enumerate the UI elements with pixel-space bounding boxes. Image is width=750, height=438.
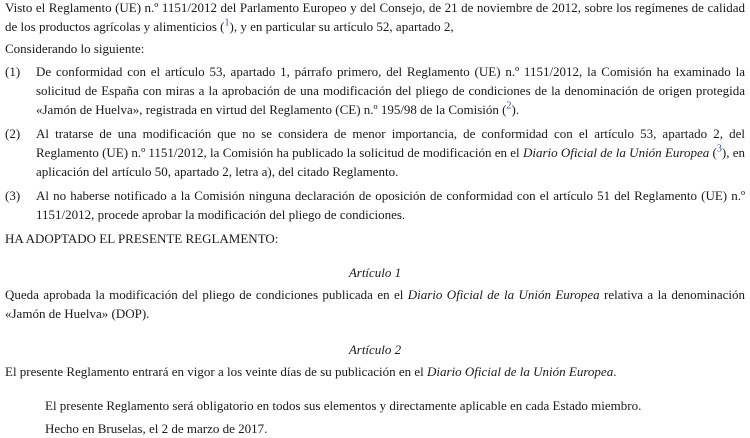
signed-place-date: Hecho en Bruselas, el 2 de marzo de 2017. [45,421,268,436]
article-1-text-start: Queda aprobada la modificación del pliego de condiciones publicada en el [5,287,408,302]
article-1-text [5,285,745,323]
recital-text [36,62,745,119]
visto-text: Visto el Reglamento (UE) n.º 1151/2012 del Parlamento Europeo y del Consejo, de 21 de noviembre de 2012, sobre los regímenes de calidad de los productos agrícolas y alimenticios ( [5,0,745,34]
recital-number: (1) [5,64,21,79]
obligatory-statement: El presente Reglamento será obligatorio en todos sus elementos y directamente aplicable en cada Estado miembro. [45,398,642,413]
considerando-heading: Considerando lo siguiente: [5,41,145,56]
recital-text [36,124,745,181]
adopted-heading: HA ADOPTADO EL PRESENTE REGLAMENTO: [5,231,279,246]
recital-3 [5,186,745,224]
article-2-text-end: . [613,364,617,379]
recital-1 [5,62,745,119]
visto-paragraph [5,0,745,36]
article-1-text-end: relativa a la denominación «Jamón de Huelva» (DOP). [5,287,745,321]
journal-title: Diario Oficial de la Unión Europea [522,145,710,160]
article-2-text-start: El presente Reglamento entrará en vigor a los veinte días de su publicación en el [5,364,427,379]
recital-1-text-end: ). [511,102,520,117]
footnote-ref-1[interactable]: 1 [224,17,230,29]
journal-title: Diario Oficial de la Unión Europea [407,287,600,302]
regulation-document [5,0,745,438]
journal-title: Diario Oficial de la Unión Europea [427,364,614,379]
recital-number: (2) [5,126,21,141]
recital-text: Al no haberse notificado a la Comisión ninguna declaración de oposición de conformidad con el artículo 51 del Reglamento (UE) n.º 1151/2012, procede aprobar la modificación del pliego de condiciones. [36,188,745,222]
footnote-ref-3[interactable]: 3 [716,143,722,155]
article-1-title: Artículo 1 [348,265,402,280]
article-2-title: Artículo 2 [348,342,402,357]
recital-2-text-mid: ( [709,145,717,160]
visto-text-end: ), y en particular su artículo 52, apartado 2, [229,19,454,34]
recital-2-text: Al tratarse de una modificación que no se considera de menor importancia, de conformidad con el artículo 53, apartado 2, del Reglamento (UE) n.º 1151/2012, la Comisión ha publicado la solicitud de modificación en el [36,126,745,160]
recital-number: (3) [5,188,21,203]
article-2-text [5,362,745,381]
recital-1-text: De conformidad con el artículo 53, apartado 1, párrafo primero, del Reglamento (UE) n.º 1151/2012, la Comisión ha examinado la solicitud de España con miras a la aprobación de una modificación del pliego de condiciones de la denominación de origen protegida «Jamón de Huelva», registrada en virtud del Reglamento (CE) n.º 195/98 de la Comisión ( [36,64,745,117]
recital-2-text-end: ), en aplicación del artículo 50, apartado 2, letra a), del citado Reglamento. [36,145,745,179]
footnote-ref-2[interactable]: 2 [506,100,512,112]
recital-2 [5,124,745,181]
